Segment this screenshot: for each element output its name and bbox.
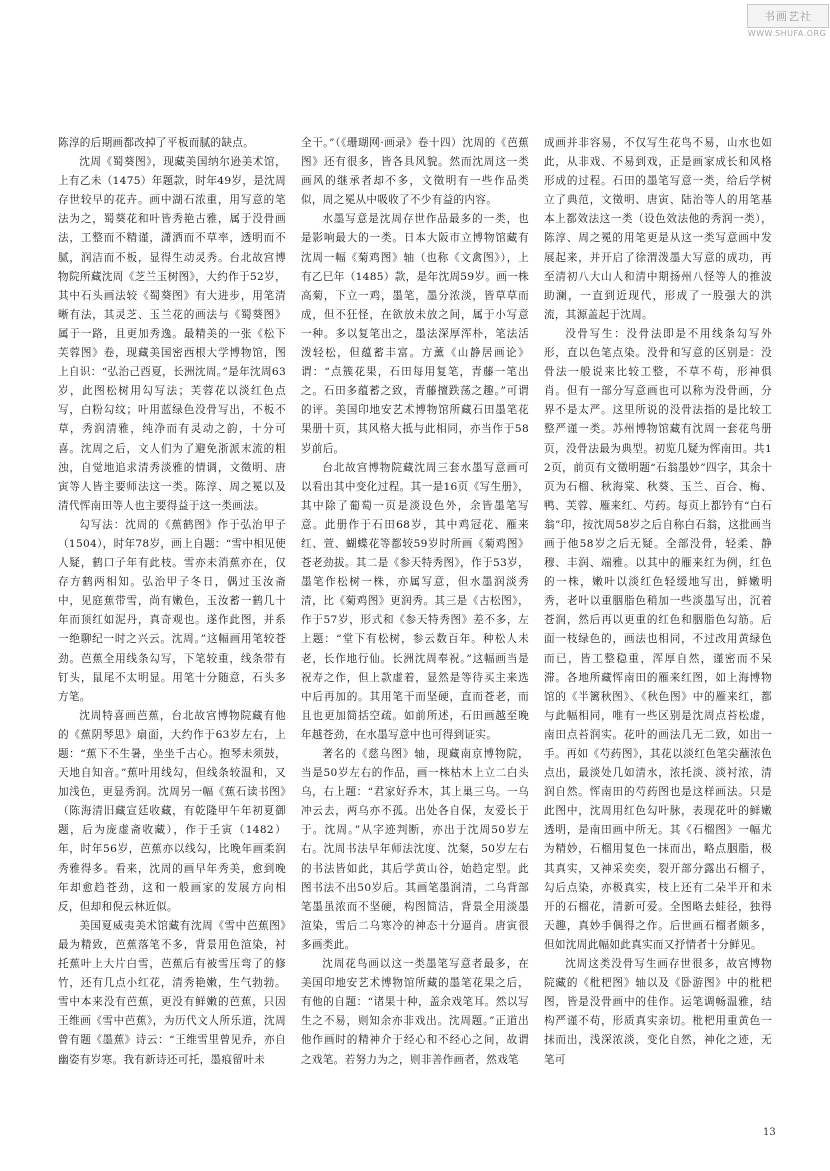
paragraph: 沈周《蜀葵图》，现藏美国纳尔逊美术馆，上有乙未（1475）年题款，时年49岁，是沈周存世较早的花卉。画中湖石浓重，用写意的笔法为之，蜀葵花和叶皆秀艳古雅，属于没骨画法，工整而不精谨，潇洒而不草率，透明而不腻，润洁而不板，显得生动灵秀。台北故宫博物院所藏沈周《芝兰玉树图》，大约作于52岁，其中石头画法较《蜀葵图》有大进步，用笔清晰有法，其灵芝、玉兰花的画法与《蜀葵图》属于一路，且更加秀逸。最精美的一张《松下芙蓉图》卷，现藏美国密西根大学博物馆，图上自识：“弘治己酉夏，长洲沈周。”是年沈周63岁，此图松树用勾写法；芙蓉花以淡红色点写，白粉勾纹；叶用蓝绿色没骨写出，不板不草，秀润清雅，纯净而有灵动之韵，十分可喜。沈周之后，文人们为了避免浙派末流的粗浊，自觉地追求清秀淡雅的情调，文徵明、唐寅等人皆主要师法这一类。陈淳、周之冕以及清代恽南田等人也主要得益于这一类画法。 [58,156,286,512]
paragraph: 陈淳的后期画都改掉了平板而腻的缺点。 [58,137,255,149]
paragraph: 水墨写意是沈周存世作品最多的一类，也是影响最大的一类。日本大阪市立博物馆藏有沈周一幅《菊鸡图》轴（也称《文禽图》），上有乙巳年（1485）款，是年沈周59岁。画一株高菊，下立一鸡，墨笔，墨分浓淡，皆草草而成，但不狂怪，在欲放未放之间，属于小写意一种。多以复笔出之，墨法深厚浑朴，笔法活泼轻松，但蕴蓄丰富。方薰《山静居画论》谓：“点簇花果，石田每用复笔，青藤一笔出之。石田多蕴蓄之致，青藤擅跌荡之趣。”可谓的评。美国印地安艺术博物馆所藏石田墨笔花果册十页，其风格大抵与此相同，亦当作于58岁前后。 [301,213,529,455]
text-column-right [544,134,772,1124]
paragraph: 著名的《慈乌图》轴，现藏南京博物院，当是50岁左右的作品，画一株枯木上立二白头乌，右上题：“君家好乔木，其上巢三乌。一乌冲云去，两乌亦不孤。出处各自保，友爱长于于。沈周。”从字迹判断，亦出于沈周50岁左右。沈周书法早年师法沈度、沈粲，50岁左右的书法皆如此，其后学黄山谷，始趋定型。此图书法不出50岁后。其画笔墨润清，二乌背部笔墨虽浓而不坚硬，构图简洁，背景全用淡墨渲染，雪后二乌寒冷的神态十分逼肖。唐寅很多画类此。 [301,748,529,951]
watermark-logo-text: 书画艺社 [747,4,829,28]
page-number: 13 [763,1127,776,1138]
paragraph: 沈周花鸟画以这一类墨笔写意者最多，在美国印地安艺术博物馆所藏的墨笔花果之后，有他的自题：“诸果十种，盖余戏笔耳。然以写生之不易，则知余亦非戏出。沈周题。”正道出他作画时的精神介于经心和不经心之间，故谓之戏笔。若努力为之，则非善作画者，然戏笔 [301,958,529,1066]
paragraph: 沈周这类没骨写生画存世很多，故宫博物院藏的《枇杷图》轴以及《卧游图》中的枇杷图，皆是没骨画中的佳作。运笔调畅温雅，结构严谨不苟，形质真实亲切。枇杷用重黄色一抹而出，浅深浓淡，变化自然，神化之迹，无笔可 [544,958,772,1066]
paragraph: 成画并非容易，不仅写生花鸟不易，山水也如此，从非戏、不易到戏，正是画家成长和风格形成的过程。石田的墨笔写意一类，给后学树立了典范，文徵明、唐寅、陆治等人的用笔基本上都效法这一类（设色效法他的秀润一类），陈淳、周之冕的用笔更是从这一类写意画中发展起来，并开启了徐渭泼墨大写意的成功，再至清初八大山人和清中期扬州八怪等人的推波助澜，一直到近现代，形成了一股强大的洪流，其源盖起于沈周。 [544,137,772,321]
paragraph: 全干。”（《珊瑚网·画录》卷十四）沈周的《芭蕉图》还有很多，皆各具风貌。然而沈周这一类画风的继承者却不多，文徵明有一些作品类似，周之冕从中吸收了不少有益的内容。 [301,137,529,207]
paragraph: 台北故宫博物院藏沈周三套水墨写意画可以看出其中变化过程。其一是16页《写生册》，其中除了葡萄一页是淡设色外，余皆墨笔写意。此册作于石田68岁，其中鸡冠花、雁来红、萱、蝴蝶花等都较59岁时所画《菊鸡图》苍老劲拔。其二是《参天特秀图》，作于53岁，墨笔作松树一株，亦属写意，但水墨润淡秀清，比《菊鸡图》更润秀。其三是《古松图》，作于57岁，形式和《参天特秀图》差不多，左上题：“堂下有松树，参云数百年。种松人未老，长作地行仙。长洲沈周奉祝。”这幅画当是祝寿之作，但上款虚着，显然是等待买主来选中后再加的。其用笔干而坚硬，直而苍老，而且也更加简括空疏。如前所述，石田画越至晚年越苍劲，在水墨写意中也可得到证实。 [301,461,529,741]
watermark-url: WWW.SHUFA.ORG [747,29,827,38]
text-column-left [58,134,286,1124]
article-columns [58,134,772,1124]
paragraph: 美国夏威夷美术馆藏有沈周《雪中芭蕉图》最为精致，芭蕉落笔不多，背景用色渲染，衬托蕉叶上大片白雪，芭蕉后有被雪压弯了的修竹，还有几点小红花，清秀艳嫩，生气勃勃。雪中本来没有芭蕉，更没有鲜嫩的芭蕉，只因王维画《雪中芭蕉》，为历代文人所乐道，沈周曾有题《墨蕉》诗云：“王维雪里曾见乔，亦自幽姿有岁寒。我有新诗还可托，墨痕留叶未 [58,919,286,1066]
text-column-middle [301,134,529,1124]
paragraph: 沈周特喜画芭蕉，台北故宫博物院藏有他的《蕉阴琴思》扇面，大约作于63岁左右，上题：“蕉下不生暑，坐坐千古心。抱琴未须鼓，天地自知音。”蕉叶用线勾，但线条较温和，又加浅色，更显秀润。沈周另一幅《蕉石读书图》（陈海清旧藏宣廷收藏，有乾隆甲午年初夏御题，后为庞虚斋收藏），作于壬寅（1482）年，时年56岁，芭蕉亦以线勾，比晚年画柔润秀雅得多。看来，沈周的画早年秀美，愈到晚年却愈趋苍劲，这和一般画家的发展方向相反，但却和倪云林近似。 [58,709,286,913]
paragraph: 勾写法：沈周的《蕉鹤图》作于弘治甲子（1504），时年78岁，画上自题：“雪中相见使人疑，鹤口子年有此枝。雪亦未消蕉亦在，仅存方鹤两相知。弘治甲子冬日，偶过玉汝斋中，见庭蕉带雪，尚有嫩色，玉汝蓄一鹤几十年而顶红如泥丹，真奇观也。遂作此图，并系一绝聊纪一时之兴云。沈周。”这幅画用笔较苍劲。芭蕉全用线条勾写，下笔较重，线条带有钉头，鼠尾不太明显。用笔十分随意，石头多方笔。 [58,518,286,703]
watermark-logo [747,4,827,38]
paragraph: 没骨写生：没骨法即是不用线条勾写外形，直以色笔点染。没骨和写意的区别是：没骨法一般说来比较工整，不草不苟，形神俱肖。但有一部分写意画也可以称为没骨画，分界不是太严。这里所说的没骨法指的是比较工整严谨一类。苏州博物馆藏有沈周一套花鸟册页，没骨法最为典型。初览几疑为恽南田。共12页，前页有文徵明题“石翁墨妙”四字，其余十页为石榴、秋海棠、秋葵、玉兰、百合、梅、鸭、芙蓉、雁来红、芍药。每页上都钤有“白石翁”印，按沈周58岁之后自称白石翁，这批画当画于他58岁之后无疑。全部没骨，轻柔、静穆、丰润、端雅。以其中的雁来红为例，红色的一株，嫩叶以淡红色轻缓地写出，鲜嫩明秀，老叶以重胭脂色稍加一些淡墨写出，沉着苍润，然后再以更重的红色和胭脂色勾筋。后面一枝绿色的，画法也相同，不过改用黄绿色而已，皆工整稳重，浑厚自然，谨密而不呆滞。各地所藏恽南田的雁来红图，如上海博物馆的《半篱秋图》、《秋色图》中的雁来红，都与此幅相同，唯有一些区别是沈周点苔松虚，南田点苔润实。花叶的画法几无二致，如出一手。再如《芍药图》，其花以淡红色笔尖蘸浓色点出，最淡处几如清水，浓托淡、淡衬浓，清润自然。恽南田的芍药图也是这样画法。只是此图中，沈周用红色勾叶脉，表现花叶的鲜嫩透明，是南田画中所无。其《石榴图》一幅尤为精妙，石榴用复色一抹而出，略点胭脂，极其真实，又神采奕奕，裂开部分露出石榴子，勾后点染，亦极真实，枝上还有二朵半开和未开的石榴花，清新可爱。全图略去蛙径，独得天趣，真妙手偶得之作。后世画石榴者颇多，但如沈周此幅如此真实而又抒情者十分鲜见。 [544,327,772,951]
